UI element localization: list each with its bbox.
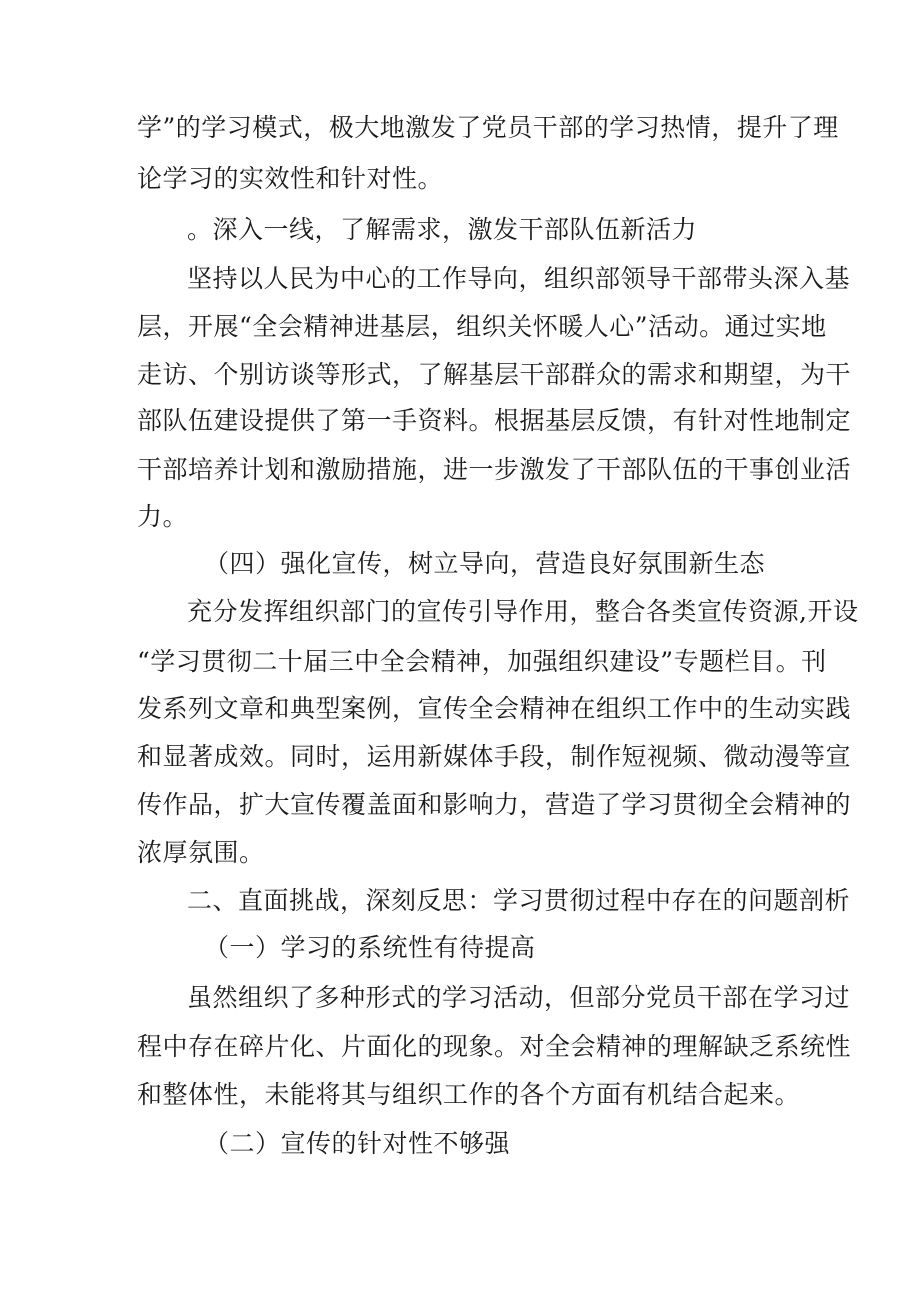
text-line: 充分发挥组织部门的宣传引导作用，整合各类宣传资源,开设: [187, 597, 859, 626]
text-line: “学习贯彻二十届三中全会精神，加强组织建设”专题栏目。刊: [137, 647, 827, 676]
text-line: 坚持以人民为中心的工作导向，组织部领导干部带头深入基: [187, 264, 851, 293]
text-line: 虽然组织了多种形式的学习活动，但部分党员干部在学习过: [187, 983, 851, 1012]
text-line: 和整体性，未能将其与组织工作的各个方面有机结合起来。: [137, 1080, 801, 1109]
section-heading: （四）强化宣传，树立导向，营造良好氛围新生态: [204, 549, 766, 578]
text-line: 发系列文章和典型案例，宣传全会精神在组织工作中的生动实践: [137, 694, 852, 723]
section-heading: （一）学习的系统性有待提高: [204, 933, 536, 962]
section-subheading: 。深入一线，了解需求，激发干部队伍新活力: [187, 215, 698, 244]
text-line: 干部培养计划和激励措施，进一步激发了干部队伍的干事创业活: [137, 455, 852, 484]
text-line: 走访、个别访谈等形式，了解基层干部群众的需求和期望，为干: [137, 360, 852, 389]
text-line: 传作品，扩大宣传覆盖面和影响力，营造了学习贯彻全会精神的: [137, 790, 852, 819]
text-line: 程中存在碎片化、片面化的现象。对全会精神的理解缺乏系统性: [137, 1032, 852, 1061]
chapter-heading: 二、直面挑战，深刻反思：学习贯彻过程中存在的问题剖析: [187, 886, 851, 915]
text-line: 部队伍建设提供了第一手资料。根据基层反馈，有针对性地制定: [137, 406, 852, 435]
text-line: 学”的学习模式，极大地激发了党员干部的学习热情，提升了理: [137, 113, 839, 142]
text-line: 论学习的实效性和针对性。: [137, 164, 444, 193]
section-heading: （二）宣传的针对性不够强: [204, 1129, 511, 1158]
text-line: 层，开展“全会精神进基层，组织关怀暖人心”活动。通过实地: [137, 312, 827, 341]
text-line: 浓厚氛围。: [137, 838, 265, 867]
text-line: 和显著成效。同时，运用新媒体手段，制作短视频、微动漫等宣: [137, 742, 852, 771]
text-line: 力。: [137, 502, 189, 531]
